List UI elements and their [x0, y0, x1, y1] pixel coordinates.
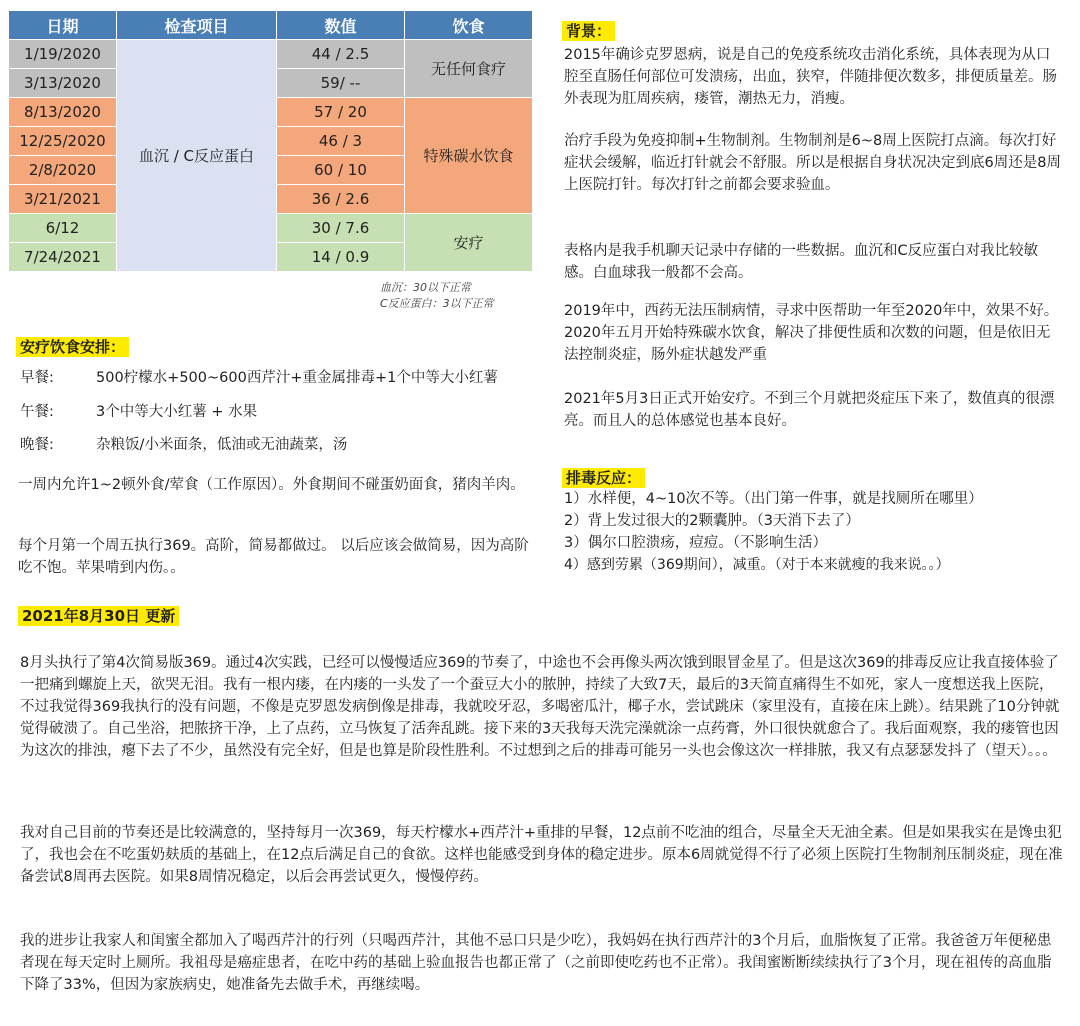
lunch-text: 3个中等大小红薯 + 水果 — [96, 404, 258, 420]
update-title: 2021年8月30日 更新 — [18, 605, 179, 626]
header-value: 数值 — [277, 11, 405, 40]
plan-title: 安疗饮食安排： — [16, 336, 129, 357]
table-header-row — [9, 11, 533, 40]
dinner-text: 杂粮饭/小米面条，低油或无油蔬菜，汤 — [96, 437, 348, 453]
date-cell: 2/8/2020 — [9, 156, 117, 185]
date-cell: 3/13/2020 — [9, 69, 117, 98]
date-cell: 7/24/2021 — [9, 243, 117, 272]
date-cell: 12/25/2020 — [9, 127, 117, 156]
value-cell: 60 / 10 — [277, 156, 405, 185]
background-paragraph-5: 2021年5月3日正式开始安疗。不到三个月就把炎症压下来了，数值真的很漂亮。而且人的总体感觉也基本良好。 — [564, 391, 1055, 429]
value-cell: 30 / 7.6 — [277, 214, 405, 243]
breakfast-label: 早餐: — [20, 370, 54, 386]
header-diet: 饮食 — [405, 11, 533, 40]
table-note-esr: 血沉：30以下正常 — [380, 281, 471, 294]
value-cell: 59/ -- — [277, 69, 405, 98]
update-paragraph-1: 8月头执行了第4次简易版369。通过4次实践，已经可以慢慢适应369的节奏了，中途也不会再像头两次饿到眼冒金星了。但是这次369的排毒反应让我直接体验了一把痛到螺旋上天，欲哭无泪。我有一根内瘘，在内瘘的一头发了一个蚕豆大小的脓肿，持续了大致7天，最后的3天简直痛得生不如死，家人一度想送我上医院，不过我觉得369我执行的没有问题，不像是克罗恩发病倒像是排毒，我就咬牙忍，多喝密瓜汁，椰子水，尝试跳床（家里没有，直接在床上跳）。结果跳了10分钟就觉得破溃了。自己坐浴，把脓挤干净，上了点药，立马恢复了活奔乱跳。接下来的3天我每天洗完澡就涂一点药膏，外口很快就愈合了。我后面观察，我的瘘管也因为这次的排浊，瘪下去了不少，虽然没有完全好，但是也算是阶段性胜利。不过想到之后的排毒可能另一头也会像这次一样排脓，我又有点瑟瑟发抖了（望天）。。。 — [20, 655, 1060, 759]
plan-paragraph-1: 一周内允许1~2顿外食/荤食（工作原因）。外食期间不碰蛋奶面食，猪肉羊肉。 — [18, 477, 525, 493]
date-cell: 6/12 — [9, 214, 117, 243]
date-cell: 1/19/2020 — [9, 40, 117, 69]
lab-results-table — [8, 10, 533, 272]
background-paragraph-1: 2015年确诊克罗恩病，说是自己的免疫系统攻击消化系统，具体表现为从口腔至直肠任何部位可发溃疡，出血，狭窄，伴随排便次数多，排便质量差。肠外表现为肛周疾病，瘘管，潮热无力，消瘦。 — [564, 47, 1057, 107]
value-cell: 14 / 0.9 — [277, 243, 405, 272]
diet-cell-scd: 特殊碳水饮食 — [405, 98, 533, 214]
detox-item: 2）背上发过很大的2颗囊肿。（3天消下去了） — [564, 513, 860, 529]
diet-cell-anliao: 安疗 — [405, 214, 533, 272]
value-cell: 46 / 3 — [277, 127, 405, 156]
dinner-label: 晚餐: — [20, 437, 54, 453]
background-paragraph-4: 2019年中，西药无法压制病情，寻求中医帮助一年至2020年中，效果不好。2020年五月开始特殊碳水饮食，解决了排便性质和次数的问题，但是依旧无法控制炎症，肠外症状越发严重 — [564, 303, 1059, 363]
update-paragraph-2: 我对自己目前的节奏还是比较满意的，坚持每月一次369，每天柠檬水+西芹汁+重排的早餐，12点前不吃油的组合，尽量全天无油全素。但是如果我实在是馋虫犯了，我也会在不吃蛋奶麸质的基础上，在12点后满足自己的食欲。这样也能感受到身体的稳定进步。原本6周就觉得不行了必须上医院打生物制剂压制炎症，现在准备尝试8周再去医院。如果8周情况稳定，以后会再尝试更久，慢慢停药。 — [20, 825, 1063, 885]
detox-title: 排毒反应： — [562, 467, 645, 488]
date-cell: 3/21/2021 — [9, 185, 117, 214]
detox-item: 4）感到劳累（369期间），减重。（对于本来就瘦的我来说。。） — [564, 557, 950, 573]
header-date: 日期 — [9, 11, 117, 40]
value-cell: 57 / 20 — [277, 98, 405, 127]
plan-paragraph-2: 每个月第一个周五执行369。高阶，简易都做过。 以后应该会做简易，因为高阶吃不饱。苹果啃到内伤。。 — [18, 538, 529, 576]
background-paragraph-3: 表格内是我手机聊天记录中存储的一些数据。血沉和C反应蛋白对我比较敏感。白血球我一般都不会高。 — [564, 243, 1039, 281]
background-title: 背景： — [562, 20, 615, 41]
header-item: 检查项目 — [117, 11, 277, 40]
detox-item: 1）水样便，4~10次不等。（出门第一件事，就是找厕所在哪里） — [564, 491, 983, 507]
background-paragraph-2: 治疗手段为免疫抑制+生物制剂。生物制剂是6~8周上医院打点滴。每次打好症状会缓解，临近打针就会不舒服。所以是根据自身状况决定到底6周还是8周上医院打针。每次打针之前都会要求验血。 — [564, 133, 1061, 193]
date-cell: 8/13/2020 — [9, 98, 117, 127]
table-row — [9, 40, 533, 69]
item-cell: 血沉 / C反应蛋白 — [117, 40, 277, 272]
value-cell: 36 / 2.6 — [277, 185, 405, 214]
diet-cell-none: 无任何食疗 — [405, 40, 533, 98]
table-note-crp: C反应蛋白：3以下正常 — [380, 297, 494, 310]
breakfast-text: 500柠檬水+500~600西芹汁+重金属排毒+1个中等大小红薯 — [96, 370, 498, 386]
detox-item: 3）偶尔口腔溃疡，痘痘。（不影响生活） — [564, 535, 827, 551]
value-cell: 44 / 2.5 — [277, 40, 405, 69]
update-paragraph-3: 我的进步让我家人和闺蜜全都加入了喝西芹汁的行列（只喝西芹汁，其他不忌口只是少吃），我妈妈在执行西芹汁的3个月后，血脂恢复了正常。我爸爸万年便秘患者现在每天定时上厕所。我祖母是癌症患者，在吃中药的基础上验血报告也都正常了（之前即使吃药也不正常）。我闺蜜断断续续执行了3个月，现在祖传的高血脂下降了33%，但因为家族病史，她准备先去做手术，再继续喝。 — [20, 933, 1052, 993]
lunch-label: 午餐: — [20, 404, 54, 420]
